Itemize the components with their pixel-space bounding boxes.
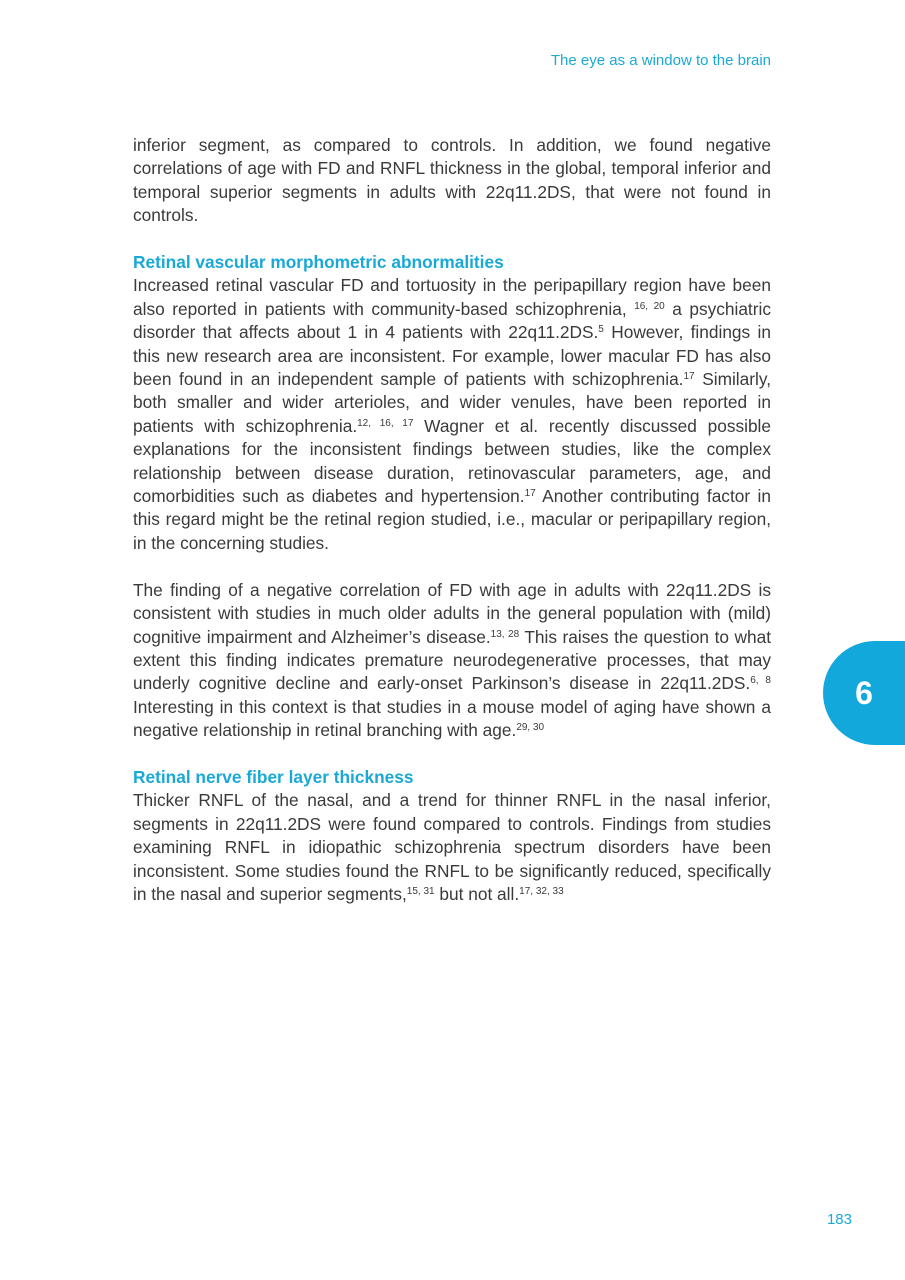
paragraph-rnfl <box>133 789 771 906</box>
paragraph-vascular <box>133 274 771 555</box>
citation: 17, 32, 33 <box>519 885 564 897</box>
citation: 17 <box>524 488 536 500</box>
text-run: Increased retinal vascular FD and tortuosity in the peripapillary region have been also reported in patients with community-based schizophrenia, <box>133 275 771 319</box>
main-text <box>133 134 771 906</box>
text-run: This raises the question to what extent this finding indicates premature neurodegenerative processes, that may underly cognitive decline and early-onset Parkinson’s disease in 22q11.2DS. <box>133 626 771 694</box>
chapter-tab <box>823 641 905 745</box>
citation: 6, 8 <box>750 675 771 687</box>
citation: 29, 30 <box>516 722 545 734</box>
chapter-number: 6 <box>855 674 873 711</box>
citation: 16, 20 <box>634 300 665 312</box>
paragraph-gap <box>133 555 771 578</box>
citation: 12, 16, 17 <box>357 417 414 429</box>
text-run: Another contributing factor in this regard might be the retinal region studied, i.e., macular or peripapillary region, in the concerning studies. <box>133 486 771 553</box>
section-heading-vascular: Retinal vascular morphometric abnormalities <box>133 252 504 273</box>
text-run: Similarly, both smaller and wider arterioles, and wider venules, have been reported in patients with schizophrenia. <box>133 369 772 436</box>
text-run: Wagner et al. recently discussed possible explanations for the inconsistent findings between studies, like the complex relationship between disease duration, retinovascular parameters, age, and comorbidities such as diabetes and hypertension. <box>133 415 772 507</box>
text-run: Thicker RNFL of the nasal, and a trend for thinner RNFL in the nasal inferior, segments in 22q11.2DS were found compared to controls. Findings from studies examining RNFL in idiopathic schizophrenia spectrum disorders have been inconsistent. Some studies found the RNFL to be significantly reduced, specifically in the nasal and superior segments, <box>133 790 771 904</box>
text-run: a psychiatric disorder that affects about 1 in 4 patients with 22q11.2DS. <box>133 298 771 343</box>
text-run: The finding of a negative correlation of FD with age in adults with 22q11.2DS is consistent with studies in much older adults in the general population with (mild) cognitive impairment and Alzheimer’s disease. <box>133 579 771 647</box>
section-heading-rnfl: Retinal nerve fiber layer thickness <box>133 766 414 787</box>
paragraph-continuation: inferior segment, as compared to controls. In addition, we found negative correlations of age with FD and RNFL thickness in the global, temporal inferior and temporal superior segments in adults with 22q11.2DS, that were not found in controls. <box>133 135 771 226</box>
paragraph-fd-age <box>133 579 771 743</box>
running-header: The eye as a window to the brain <box>550 52 771 69</box>
text-run: but not all. <box>434 883 520 904</box>
paragraph-gap <box>133 743 771 766</box>
citation: 15, 31 <box>406 885 435 897</box>
citation: 5 <box>598 324 604 336</box>
citation: 17 <box>683 371 695 383</box>
text-run: However, findings in this new research area are inconsistent. For example, lower macular FD has also been found in an independent sample of patients with schizophrenia. <box>133 322 771 390</box>
page-number: 183 <box>826 1211 852 1228</box>
citation: 13, 28 <box>490 628 520 640</box>
paragraph-gap <box>133 228 771 251</box>
text-run: Interesting in this context is that studies in a mouse model of aging have shown a negative relationship in retinal branching with age. <box>133 696 771 741</box>
